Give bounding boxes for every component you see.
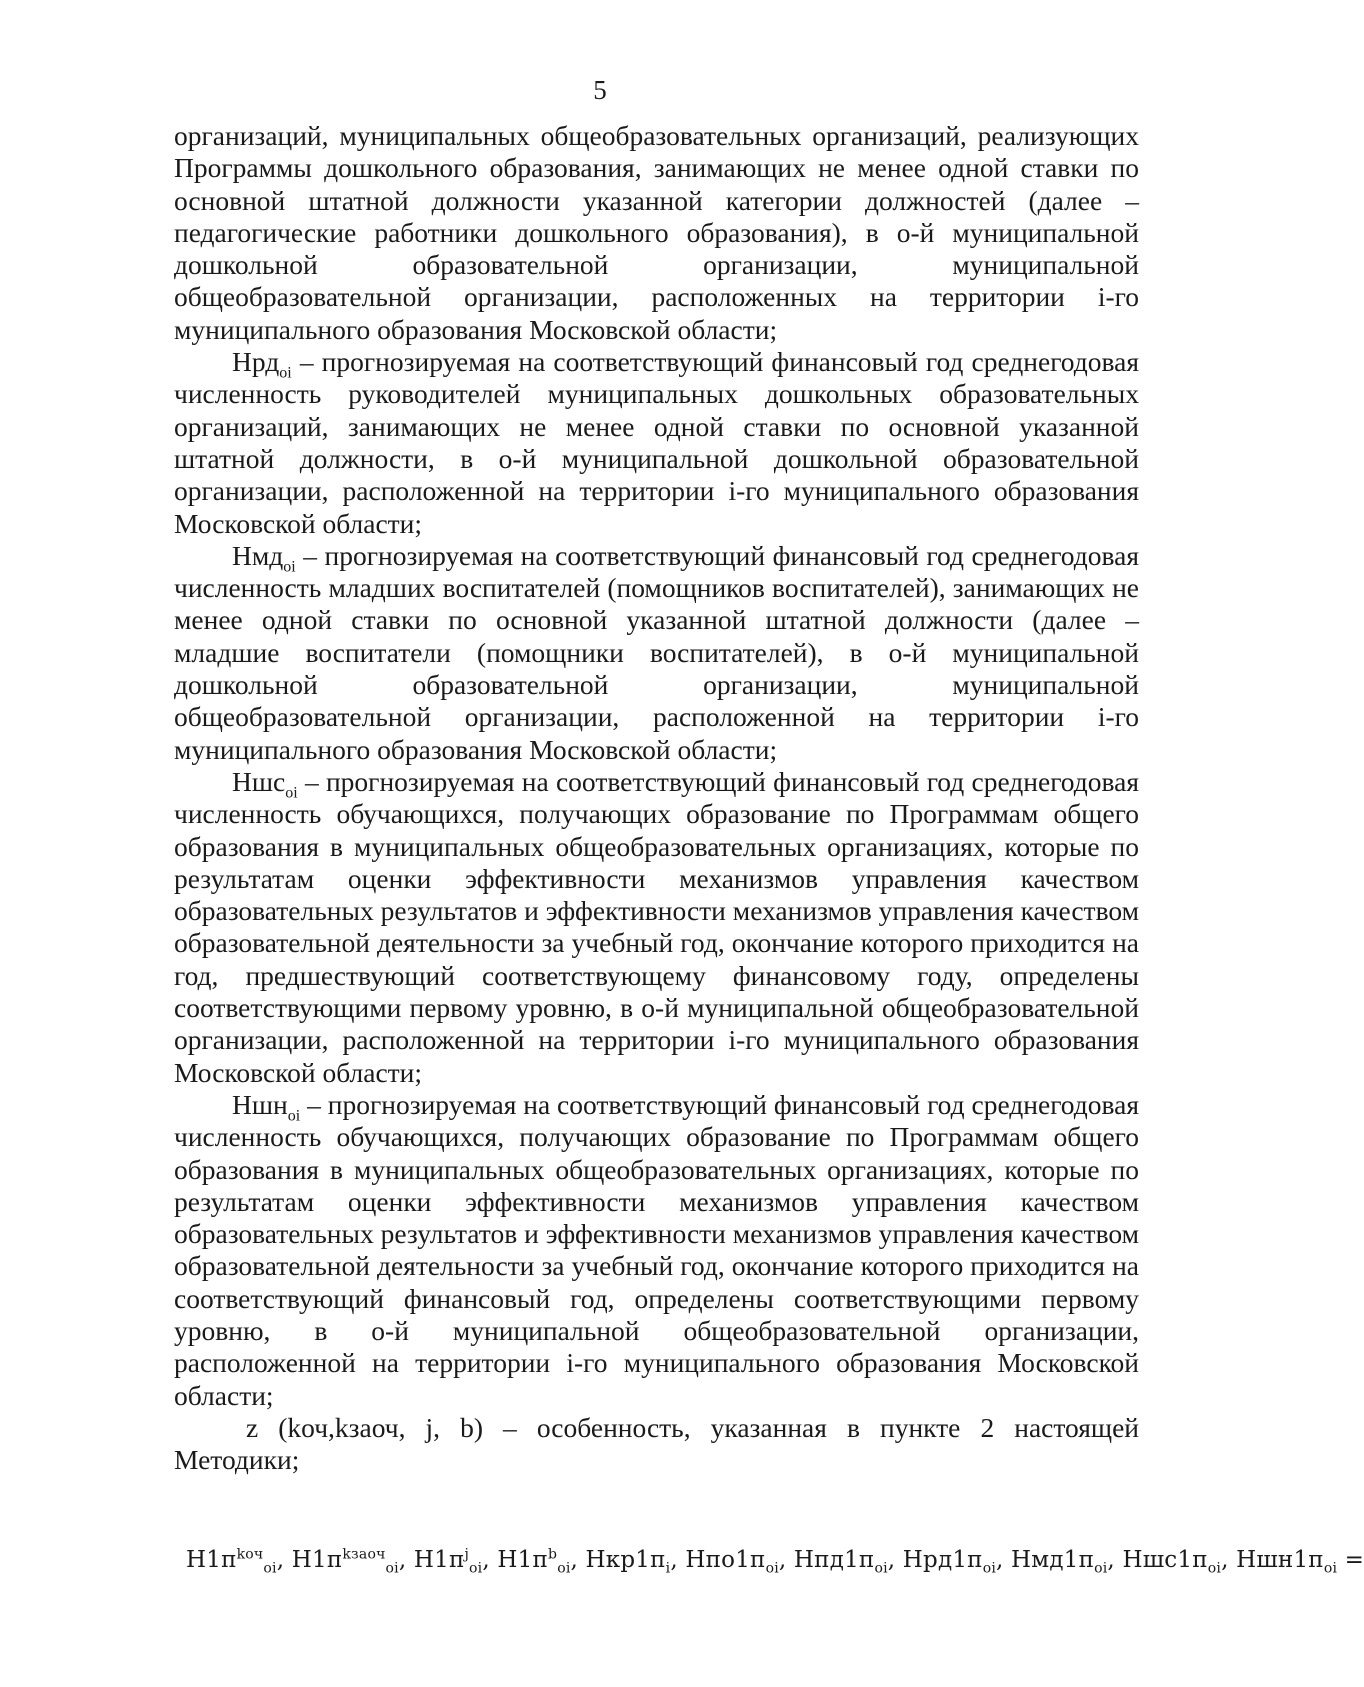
variable-subscript: oi <box>285 784 298 802</box>
formula-separator: , <box>670 1547 686 1573</box>
formula-separator: , <box>1107 1547 1123 1573</box>
variable-symbol: Нмд <box>232 539 284 571</box>
formula-line <box>186 1545 1364 1577</box>
formula-separator: , <box>482 1547 498 1573</box>
page-number: 5 <box>593 75 607 105</box>
formula-subscript: oi <box>1323 1560 1338 1577</box>
formula-separator: , <box>570 1547 586 1573</box>
formula-term: Нрд1п <box>902 1547 983 1573</box>
formula-subscript: oi <box>1094 1560 1108 1577</box>
formula-subscript: oi <box>1207 1560 1222 1577</box>
variable-symbol: Ншс <box>232 765 286 797</box>
variable-subscript: oi <box>283 558 296 576</box>
formula-term: Нмд1п <box>1011 1547 1095 1573</box>
formula-separator: , <box>778 1547 794 1573</box>
paragraph-nmd <box>174 540 1139 766</box>
formula-subscript: oi <box>263 1560 277 1577</box>
paragraph-nshn <box>174 1089 1139 1412</box>
formula-term: Ншн1п <box>1236 1547 1324 1573</box>
formula-subscript: oi <box>765 1560 779 1577</box>
formula-term: Нкр1п <box>585 1547 666 1573</box>
formula-term: Нпд1п <box>793 1547 875 1573</box>
paragraph-nrd <box>174 346 1139 540</box>
formula-subscript: i <box>665 1560 671 1577</box>
formula-separator: , <box>276 1547 292 1573</box>
formula-term: Н1п <box>291 1547 343 1573</box>
variable-subscript: oi <box>279 364 292 382</box>
formula-term: Ншс1п <box>1122 1547 1208 1573</box>
formula-separator: , <box>996 1547 1012 1573</box>
formula-equals: = <box>1337 1547 1364 1573</box>
formula-superscript: b <box>548 1546 558 1563</box>
formula-subscript: oi <box>874 1560 888 1577</box>
formula-term: Нпо1п <box>685 1547 766 1573</box>
formula-separator: , <box>887 1547 903 1573</box>
paragraph-continuation: организаций, муниципальных общеобразовательных организаций, реализующих Программы дошкольного образования, занимающих не менее одной ставки по основной штатной должности указанной категории должностей (далее – педагогические работники дошкольного образования), в о-й муниципальной дошкольной образовательной организации, муниципальной общеобразовательной организации, расположенных на территории i-го муниципального образования Московской области; <box>174 120 1139 345</box>
variable-subscript: oi <box>287 1107 301 1125</box>
formula-subscript: oi <box>385 1560 399 1577</box>
formula-superscript: j <box>464 1546 470 1563</box>
formula-separator: , <box>1221 1547 1237 1573</box>
formula-term: Н1п <box>413 1547 465 1573</box>
formula-superscript: kзаоч <box>342 1546 386 1563</box>
paragraph-nshs <box>174 766 1139 1089</box>
formula-separator: , <box>398 1547 414 1573</box>
formula-superscript: kоч <box>236 1546 264 1563</box>
variable-definition: – прогнозируемая на соответствующий финансовый год среднегодовая численность младших воспитателей (помощников воспитателей), занимающих не менее одной ставки по основной указанной штатной должности (далее – младшие воспитатели (помощники воспитателей), в о-й муниципальной дошкольной образовательной организации, муниципальной общеобразовательной организации, расположенной на территории i-го муниципального образования Московской области; <box>174 539 1139 765</box>
formula-subscript: oi <box>557 1560 571 1577</box>
variable-definition: – прогнозируемая на соответствующий финансовый год среднегодовая численность обучающихся, получающих образование по Программам общего образования в муниципальных общеобразовательных организациях, которые по результатам оценки эффективности механизмов управления качеством образовательных результатов и эффективности механизмов управления качеством образовательной деятельности за учебный год, окончание которого приходится на год, предшествующий соответствующему финансовому году, определены соответствующими первому уровню, в о-й муниципальной общеобразовательной организации, расположенной на территории i-го муниципального образования Московской области; <box>174 765 1139 1088</box>
variable-definition: – прогнозируемая на соответствующий финансовый год среднегодовая численность обучающихся, получающих образование по Программам общего образования в муниципальных общеобразовательных организациях, которые по результатам оценки эффективности механизмов управления качеством образовательных результатов и эффективности механизмов управления качеством образовательной деятельности за учебный год, окончание которого приходится на соответствующий финансовый год, определены соответствующими первому уровню, в о-й муниципальной общеобразовательной организации, расположенной на территории i-го муниципального образования Московской области; <box>174 1088 1139 1411</box>
variable-symbol: Нрд <box>232 346 280 378</box>
formula-subscript: oi <box>469 1560 483 1577</box>
formula-term: Н1п <box>497 1547 549 1573</box>
formula-subscript: oi <box>982 1560 996 1577</box>
variable-definition: – прогнозируемая на соответствующий финансовый год среднегодовая численность руководителей муниципальных дошкольных образовательных организаций, занимающих не менее одной ставки по основной указанной штатной должности, в о-й муниципальной дошкольной образовательной организации, расположенной на территории i-го муниципального образования Московской области; <box>174 346 1139 539</box>
paragraph-feature-z: z (kоч,kзаоч, j, b) – особенность, указанная в пункте 2 настоящей Методики; <box>174 1411 1139 1476</box>
document-body <box>174 120 1139 1476</box>
formula-term: Н1п <box>186 1547 237 1573</box>
variable-symbol: Ншн <box>232 1088 288 1120</box>
